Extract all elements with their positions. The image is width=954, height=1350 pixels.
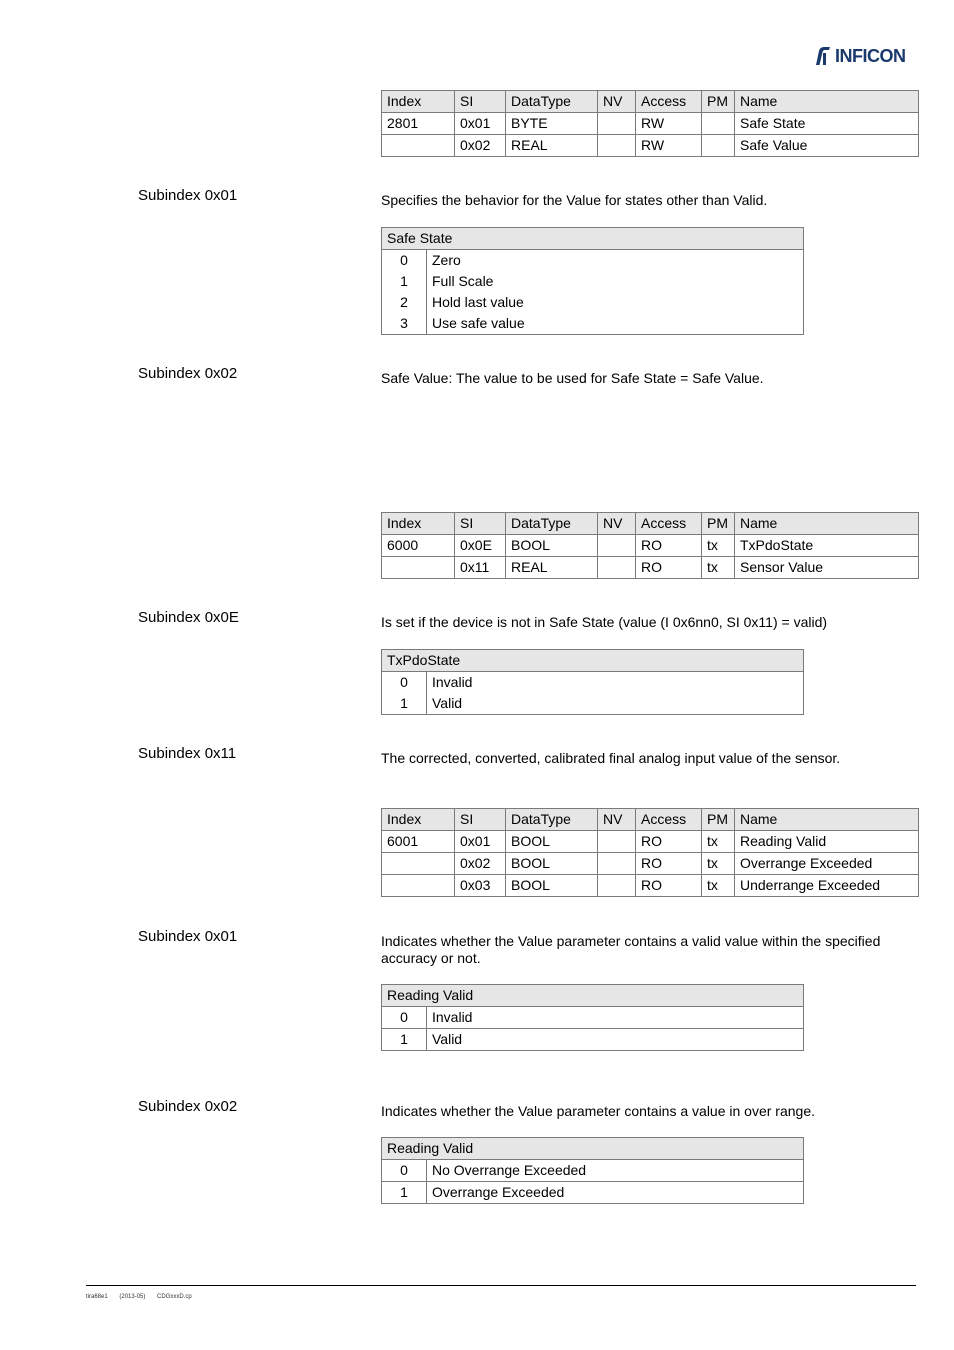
enum-value: 3 [382, 313, 427, 335]
description-text: Specifies the behavior for the Value for states other than Valid. [381, 192, 768, 208]
footer-file: CDGxxxD.cp [157, 1294, 192, 1300]
header-datatype: DataType [506, 809, 598, 831]
subindex-label: Subindex 0x02 [138, 365, 238, 382]
cell: RO [636, 875, 702, 897]
cell: tx [702, 557, 735, 579]
footer-divider [86, 1285, 916, 1286]
enum-label: Full Scale [427, 271, 804, 292]
enum-value: 1 [382, 1029, 427, 1051]
cell: BOOL [506, 535, 598, 557]
cell: 0x01 [455, 113, 506, 135]
table-header-row [382, 513, 919, 535]
cell: 0x11 [455, 557, 506, 579]
subindex-label: Subindex 0x11 [138, 745, 237, 762]
cell [598, 135, 636, 157]
cell [598, 853, 636, 875]
enum-table-reading-valid [381, 984, 804, 1051]
cell: tx [702, 535, 735, 557]
cell: RW [636, 135, 702, 157]
table-row [382, 535, 919, 557]
description-text: Safe Value: The value to be used for Safe State = Safe Value. [381, 370, 764, 386]
subindex-label: Subindex 0x02 [138, 1098, 238, 1115]
footer-date: (2013-05) [119, 1294, 146, 1300]
cell: tx [702, 831, 735, 853]
table-row [382, 831, 919, 853]
header-index: Index [382, 809, 455, 831]
header-access: Access [636, 809, 702, 831]
enum-row [382, 1029, 804, 1051]
enum-label: Valid [427, 693, 804, 715]
enum-value: 1 [382, 1182, 427, 1204]
cell: BOOL [506, 853, 598, 875]
cell: Underrange Exceeded [735, 875, 919, 897]
object-table-6001 [381, 808, 919, 897]
cell: Sensor Value [735, 557, 919, 579]
enum-row [382, 1007, 804, 1029]
cell [598, 875, 636, 897]
enum-row [382, 1160, 804, 1182]
enum-row [382, 292, 804, 313]
enum-title: Reading Valid [382, 985, 804, 1007]
enum-row [382, 250, 804, 272]
footer-doc-id: tira68e1 [86, 1294, 108, 1300]
cell [598, 557, 636, 579]
description-text: Indicates whether the Value parameter contains a value in over range. [381, 1103, 815, 1119]
enum-value: 0 [382, 250, 427, 272]
enum-label: Valid [427, 1029, 804, 1051]
enum-title: TxPdoState [382, 650, 804, 672]
enum-label: Invalid [427, 672, 804, 694]
description-text: Is set if the device is not in Safe State (value (I 0x6nn0, SI 0x11) = valid) [381, 614, 828, 630]
table-header-row [382, 91, 919, 113]
cell: tx [702, 875, 735, 897]
enum-row [382, 672, 804, 694]
table-row [382, 853, 919, 875]
enum-value: 0 [382, 672, 427, 694]
cell: 0x02 [455, 135, 506, 157]
cell [598, 831, 636, 853]
cell: 0x03 [455, 875, 506, 897]
cell [382, 853, 455, 875]
object-table-6000 [381, 512, 919, 579]
table-row [382, 135, 919, 157]
cell: Safe State [735, 113, 919, 135]
header-si: SI [455, 91, 506, 113]
cell: tx [702, 853, 735, 875]
header-name: Name [735, 513, 919, 535]
header-si: SI [455, 513, 506, 535]
subindex-label: Subindex 0x01 [138, 928, 238, 945]
header-datatype: DataType [506, 513, 598, 535]
enum-row [382, 1182, 804, 1204]
description-text: The corrected, converted, calibrated final analog input value of the sensor. [381, 750, 841, 766]
cell: Overrange Exceeded [735, 853, 919, 875]
cell: 6001 [382, 831, 455, 853]
inficon-logo-icon [813, 45, 833, 67]
header-pm: PM [702, 91, 735, 113]
enum-table-txpdostate [381, 649, 804, 715]
cell: RO [636, 535, 702, 557]
header-pm: PM [702, 513, 735, 535]
cell: REAL [506, 135, 598, 157]
subindex-label: Subindex 0x0E [138, 609, 239, 626]
cell [702, 113, 735, 135]
enum-value: 0 [382, 1007, 427, 1029]
cell: Safe Value [735, 135, 919, 157]
cell: Reading Valid [735, 831, 919, 853]
cell [702, 135, 735, 157]
enum-value: 1 [382, 271, 427, 292]
cell: 0x0E [455, 535, 506, 557]
header-index: Index [382, 513, 455, 535]
table-row [382, 557, 919, 579]
cell [382, 135, 455, 157]
header-access: Access [636, 91, 702, 113]
cell: RW [636, 113, 702, 135]
enum-value: 1 [382, 693, 427, 715]
cell [382, 875, 455, 897]
enum-table-overrange [381, 1137, 804, 1204]
cell: RO [636, 853, 702, 875]
cell: BOOL [506, 831, 598, 853]
cell: TxPdoState [735, 535, 919, 557]
object-table-2801 [381, 90, 919, 157]
header-access: Access [636, 513, 702, 535]
table-row [382, 875, 919, 897]
footer [86, 1294, 202, 1300]
enum-value: 0 [382, 1160, 427, 1182]
header-nv: NV [598, 91, 636, 113]
header-pm: PM [702, 809, 735, 831]
logo-text: INFICON [835, 45, 906, 66]
enum-label: Zero [427, 250, 804, 272]
cell: 6000 [382, 535, 455, 557]
enum-row [382, 271, 804, 292]
cell [598, 113, 636, 135]
table-row [382, 113, 919, 135]
enum-label: Invalid [427, 1007, 804, 1029]
cell: BOOL [506, 875, 598, 897]
enum-row [382, 693, 804, 715]
cell: 2801 [382, 113, 455, 135]
header-si: SI [455, 809, 506, 831]
cell: 0x01 [455, 831, 506, 853]
subindex-label: Subindex 0x01 [138, 187, 238, 204]
header-nv: NV [598, 513, 636, 535]
description-text: Indicates whether the Value parameter contains a valid value within the specified accuracy or not. [381, 933, 881, 966]
enum-title: Reading Valid [382, 1138, 804, 1160]
header-datatype: DataType [506, 91, 598, 113]
header-index: Index [382, 91, 455, 113]
cell: REAL [506, 557, 598, 579]
header-nv: NV [598, 809, 636, 831]
enum-label: Use safe value [427, 313, 804, 335]
cell: RO [636, 831, 702, 853]
header-name: Name [735, 91, 919, 113]
table-header-row [382, 809, 919, 831]
inficon-logo [813, 44, 906, 68]
enum-label: Hold last value [427, 292, 804, 313]
cell [598, 535, 636, 557]
cell: BYTE [506, 113, 598, 135]
enum-label: Overrange Exceeded [427, 1182, 804, 1204]
enum-label: No Overrange Exceeded [427, 1160, 804, 1182]
enum-row [382, 313, 804, 335]
enum-title: Safe State [382, 228, 804, 250]
cell [382, 557, 455, 579]
cell: RO [636, 557, 702, 579]
header-name: Name [735, 809, 919, 831]
enum-table-safe-state [381, 227, 804, 335]
enum-value: 2 [382, 292, 427, 313]
cell: 0x02 [455, 853, 506, 875]
